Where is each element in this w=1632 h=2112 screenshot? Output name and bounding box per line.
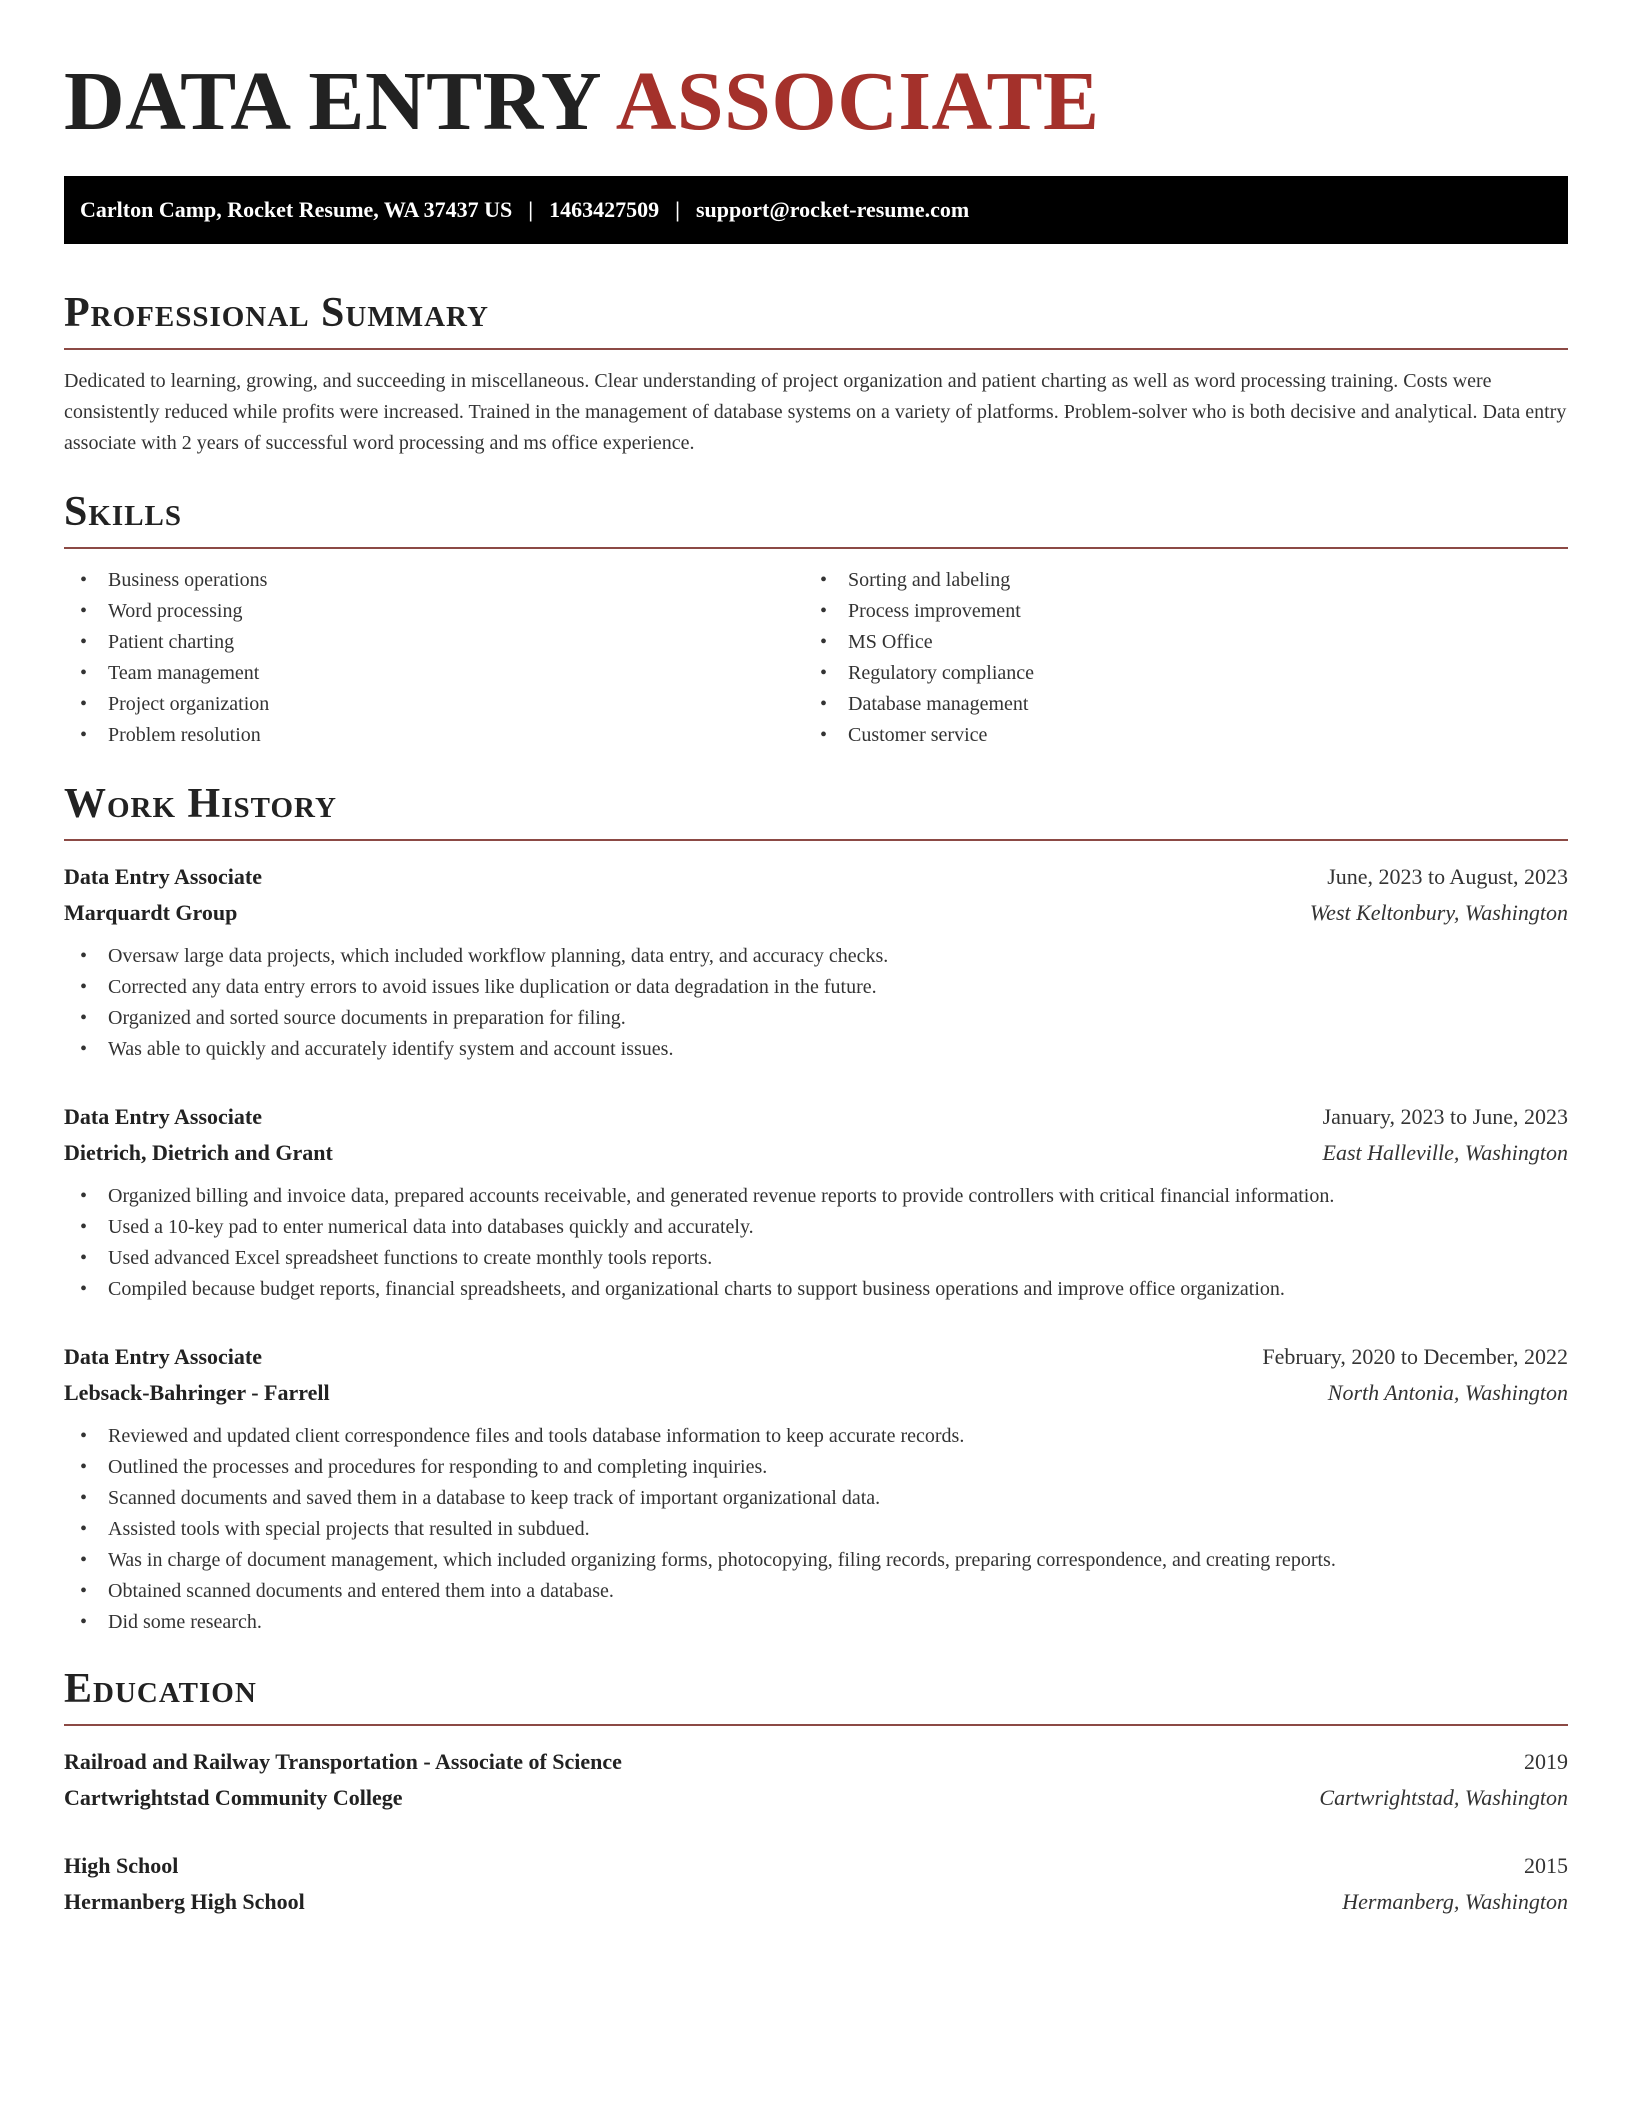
skill-item: • Problem resolution: [64, 720, 804, 751]
resume-title: [64, 0, 1568, 148]
job-dates: June, 2023 to August, 2023: [1327, 864, 1568, 889]
job-location: West Keltonbury, Washington: [1309, 900, 1568, 925]
job-bullet: • Organized and sorted source documents in preparation for filing.: [64, 1003, 1568, 1034]
job-bullets: [64, 941, 1568, 1065]
section-divider: [64, 839, 1568, 841]
title-part-1: DATA ENTRY: [64, 55, 599, 148]
job-bullet: • Used a 10-key pad to enter numerical data into databases quickly and accurately.: [64, 1212, 1568, 1243]
job-bullet: • Outlined the processes and procedures for responding to and completing inquiries.: [64, 1452, 1568, 1483]
job-company: Dietrich, Dietrich and Grant: [64, 1140, 333, 1165]
work-history-heading: Work History: [64, 781, 337, 827]
education-entry: [64, 1848, 1568, 1920]
job-bullet: • Assisted tools with special projects that resulted in subdued.: [64, 1514, 1568, 1545]
education-degree: Railroad and Railway Transportation - Associate of Science: [64, 1749, 622, 1774]
job-bullet: • Scanned documents and saved them in a database to keep track of important organizational data.: [64, 1483, 1568, 1514]
skill-item: • Team management: [64, 658, 804, 689]
education-year: 2019: [1524, 1749, 1568, 1774]
job-bullet: • Used advanced Excel spreadsheet functions to create monthly tools reports.: [64, 1243, 1568, 1274]
job-dates: February, 2020 to December, 2022: [1262, 1344, 1568, 1369]
job-bullet: • Did some research.: [64, 1607, 1568, 1638]
job-header-row: [64, 1099, 1568, 1135]
skill-item: • Database management: [804, 689, 1544, 720]
skills-section: [64, 487, 1568, 751]
education-degree-row: [64, 1848, 1568, 1884]
job-dates: January, 2023 to June, 2023: [1322, 1104, 1568, 1129]
job-entry: [64, 859, 1568, 1065]
education-section: [64, 1664, 1568, 1920]
resume-page: [64, 0, 1568, 1920]
skill-item: • Word processing: [64, 596, 804, 627]
skill-item: • Business operations: [64, 565, 804, 596]
education-degree: High School: [64, 1853, 179, 1878]
job-location: North Antonia, Washington: [1327, 1380, 1568, 1405]
education-location: Cartwrightstad, Washington: [1319, 1785, 1568, 1810]
job-title: Data Entry Associate: [64, 864, 262, 889]
job-company-row: [64, 1375, 1568, 1411]
skill-item: • Sorting and labeling: [804, 565, 1544, 596]
skill-item: • Customer service: [804, 720, 1544, 751]
job-entry: [64, 1099, 1568, 1305]
job-company-row: [64, 1135, 1568, 1171]
education-school: Hermanberg High School: [64, 1889, 305, 1914]
skills-heading: Skills: [64, 489, 183, 535]
section-divider: [64, 547, 1568, 549]
education-entry: [64, 1744, 1568, 1816]
job-header-row: [64, 859, 1568, 895]
skill-item: • Regulatory compliance: [804, 658, 1544, 689]
job-header-row: [64, 1339, 1568, 1375]
job-bullet: • Organized billing and invoice data, prepared accounts receivable, and generated revenue reports to provide controllers with critical financial information.: [64, 1181, 1568, 1212]
summary-heading: Professional Summary: [64, 290, 489, 336]
skills-columns: [64, 565, 1568, 751]
job-bullets: [64, 1181, 1568, 1305]
contact-bar: [64, 176, 1568, 244]
skill-item: • Process improvement: [804, 596, 1544, 627]
job-bullet: • Oversaw large data projects, which included workflow planning, data entry, and accuracy checks.: [64, 941, 1568, 972]
title-part-2: ASSOCIATE: [615, 55, 1100, 148]
job-bullet: • Corrected any data entry errors to avoid issues like duplication or data degradation in the future.: [64, 972, 1568, 1003]
job-entry: [64, 1339, 1568, 1638]
contact-address: Carlton Camp, Rocket Resume, WA 37437 US: [80, 197, 513, 222]
contact-separator: |: [528, 197, 534, 222]
contact-phone: 1463427509: [549, 197, 660, 222]
section-divider: [64, 1724, 1568, 1726]
job-bullet: • Compiled because budget reports, financial spreadsheets, and organizational charts to support business operations and improve office organization.: [64, 1274, 1568, 1305]
job-company-row: [64, 895, 1568, 931]
skill-item: • MS Office: [804, 627, 1544, 658]
section-divider: [64, 348, 1568, 350]
summary-text: Dedicated to learning, growing, and succeeding in miscellaneous. Clear understanding of project organization and patient charting as well as word processing training. Costs were consistently reduced while profits were increased. Trained in the management of database systems on a variety of platforms. Problem-solver who is both decisive and analytical. Data entry associate with 2 years of successful word processing and ms office experience.: [64, 370, 1567, 454]
education-location: Hermanberg, Washington: [1342, 1889, 1568, 1914]
job-company: Marquardt Group: [64, 900, 238, 925]
job-company: Lebsack-Bahringer - Farrell: [64, 1380, 330, 1405]
skill-item: • Patient charting: [64, 627, 804, 658]
education-school: Cartwrightstad Community College: [64, 1785, 403, 1810]
job-bullet: • Obtained scanned documents and entered them into a database.: [64, 1576, 1568, 1607]
job-bullet: • Was in charge of document management, which included organizing forms, photocopying, filing records, preparing correspondence, and creating reports.: [64, 1545, 1568, 1576]
job-title: Data Entry Associate: [64, 1104, 262, 1129]
contact-email[interactable]: support@rocket-resume.com: [695, 197, 970, 222]
education-school-row: [64, 1884, 1568, 1920]
skill-item: • Project organization: [64, 689, 804, 720]
education-heading: Education: [64, 1666, 257, 1712]
job-bullet: • Reviewed and updated client correspondence files and tools database information to keep accurate records.: [64, 1421, 1568, 1452]
education-year: 2015: [1524, 1853, 1568, 1878]
skills-list-left: [64, 565, 804, 751]
summary-section: [64, 288, 1568, 459]
job-bullets: [64, 1421, 1568, 1638]
contact-separator: |: [675, 197, 680, 222]
job-bullet: • Was able to quickly and accurately identify system and account issues.: [64, 1034, 1568, 1065]
job-location: East Halleville, Washington: [1322, 1140, 1568, 1165]
job-title: Data Entry Associate: [64, 1344, 262, 1369]
education-degree-row: [64, 1744, 1568, 1780]
education-school-row: [64, 1780, 1568, 1816]
skills-list-right: [804, 565, 1544, 751]
work-history-section: [64, 779, 1568, 1638]
